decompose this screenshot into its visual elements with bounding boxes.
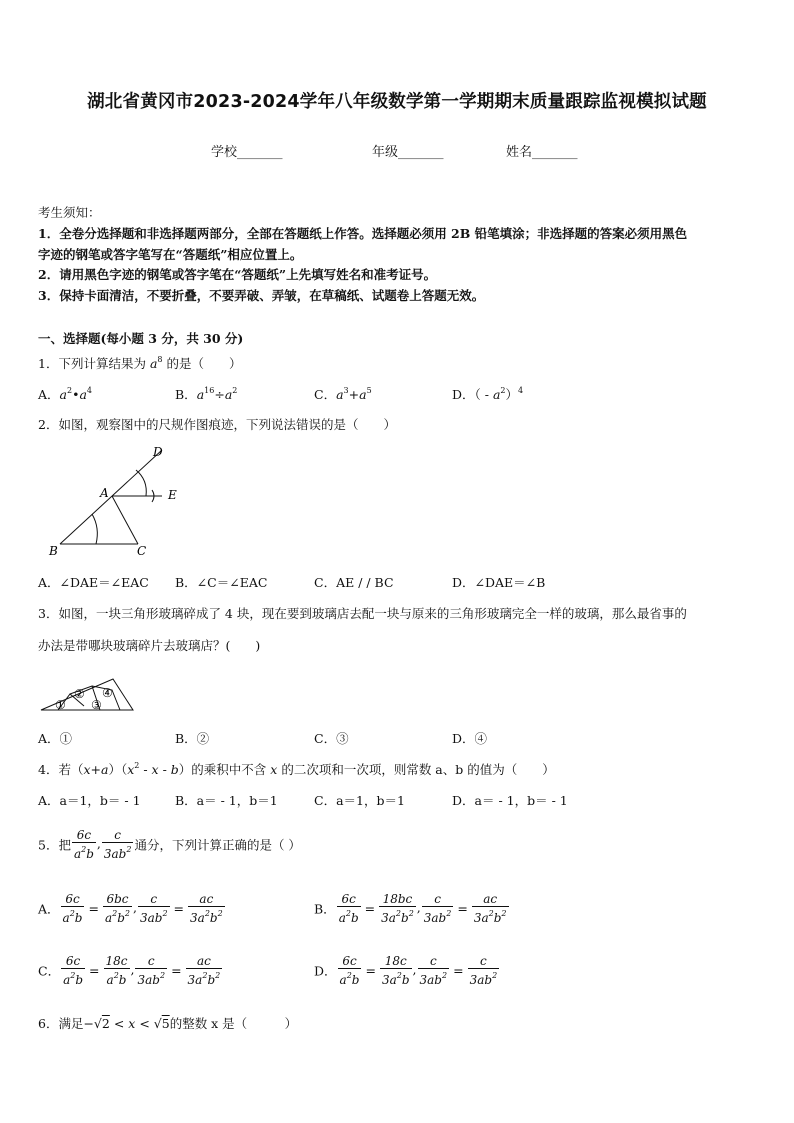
piece-2: ② (74, 687, 85, 701)
question-2-stem: 2．如图，观察图中的尺规作图痕迹，下列说法错误的是（ ） (38, 417, 396, 432)
q1-option-c: C．$a^3+a^5$ (314, 386, 372, 402)
segment-ac (112, 496, 138, 544)
notice-item-1b: 字迹的钢笔或答字笔写在“答题纸”相应位置上。 (38, 247, 303, 262)
notice-item-3: 3．保持卡面清洁，不要折叠，不要弄破、弄皱，在草稿纸、试题卷上答题无效。 (38, 288, 485, 303)
q3-glass-figure (40, 676, 136, 714)
school-field: 学校_______ (211, 145, 283, 160)
notice-item-1a: 1．全卷分选择题和非选择题两部分，全部在答题纸上作答。选择题必须用 2B 铅笔填涂；非选择题的答案必须用黑色 (38, 226, 688, 241)
q1-option-a: A．$a^2•a^4$ (38, 386, 92, 402)
q3-option-d: D．④ (452, 731, 488, 746)
label-c: C (137, 544, 147, 558)
q2-option-b: B．∠C＝∠EAC (175, 575, 268, 590)
q4-option-d: D．a＝ - 1，b＝ - 1 (452, 793, 568, 808)
page-title: 湖北省黄冈市2023-2024学年八年级数学第一学期期末质量跟踪监视模拟试题 (87, 92, 707, 112)
arc-at-b (92, 514, 97, 544)
label-d: D (153, 445, 163, 459)
label-a: A (100, 486, 109, 500)
question-4-stem: 4．若$(x+a)(x^2 - x - b)$的乘积中不含 x 的二次项和一次项，则常数 a、b 的值为（ ） (38, 761, 555, 777)
arc-at-a (136, 470, 146, 496)
q5-option-a: A． $\frac{6c}{a^2b}$ = $\frac{6bc}{a^2b^2}$ , $\frac{c}{3ab^2}$ = $\frac{ac}{3a^2b^2}$ (38, 892, 223, 925)
piece-4: ④ (102, 686, 113, 700)
q5-option-d: D． $\frac{6c}{a^2b}$ = $\frac{18c}{3a^2b}$ , $\frac{c}{3ab^2}$ = $\frac{c}{3ab^2}$ (314, 954, 498, 987)
notice-item-2: 2．请用黑色字迹的钢笔或答字笔在“答题纸”上先填写姓名和准考证号。 (38, 267, 437, 282)
q3-option-a: A．① (38, 731, 73, 746)
q1-option-d: D．（ - $a^2)^4$ (452, 386, 524, 402)
grade-field: 年级_______ (372, 145, 444, 160)
notice-heading: 考生须知： (38, 205, 101, 220)
line-bd (60, 450, 162, 544)
q5-option-c: C． $\frac{6c}{a^2b}$ = $\frac{18c}{a^2b}$ , $\frac{c}{3ab^2}$ = $\frac{ac}{3a^2b^2}$ (38, 954, 221, 987)
question-5-stem: 5．把 $\frac{6c}{a^2b}$ , $\frac{c}{3ab^2}$ 通分，下列计算正确的是（ ） (38, 828, 301, 861)
piece-1: ① (55, 698, 66, 712)
q2-option-c: C．AE / / BC (314, 575, 394, 590)
question-1-stem: 1．下列计算结果为 $a^8$ 的是（ ） (38, 355, 242, 371)
question-3-stem-a: 3．如图，一块三角形玻璃碎成了 4 块，现在要到玻璃店去配一块与原来的三角形玻璃完全一样的玻璃，那么最省事的 (38, 606, 687, 621)
label-e: E (168, 488, 177, 502)
q3-option-b: B．② (175, 731, 210, 746)
label-b: B (49, 544, 58, 558)
q2-option-d: D．∠DAE＝∠B (452, 575, 546, 590)
piece-3: ③ (91, 698, 102, 712)
q5-option-b: B． $\frac{6c}{a^2b}$ = $\frac{18bc}{3a^2b^2}$ , $\frac{c}{3ab^2}$ = $\frac{ac}{3a^2b^2}$ (314, 892, 507, 925)
name-field: 姓名_______ (506, 145, 578, 160)
q3-option-c: C．③ (314, 731, 349, 746)
q2-option-a: A．∠DAE＝∠EAC (38, 575, 149, 590)
q4-option-c: C．a＝1，b＝1 (314, 793, 405, 808)
q1-option-b: B．$a^{16}\div a^2$ (175, 386, 238, 402)
q2-construction-figure (40, 440, 200, 562)
question-3-stem-b: 办法是带哪块玻璃碎片去玻璃店？( ) (38, 638, 261, 653)
q4-option-a: A．a＝1，b＝ - 1 (38, 793, 141, 808)
question-6-stem: 6．满足−√2 < x < √5的整数 x 是（ ） (38, 1016, 298, 1031)
section-heading: 一、选择题(每小题 3 分，共 30 分) (38, 331, 244, 346)
q4-option-b: B．a＝ - 1，b＝1 (175, 793, 278, 808)
